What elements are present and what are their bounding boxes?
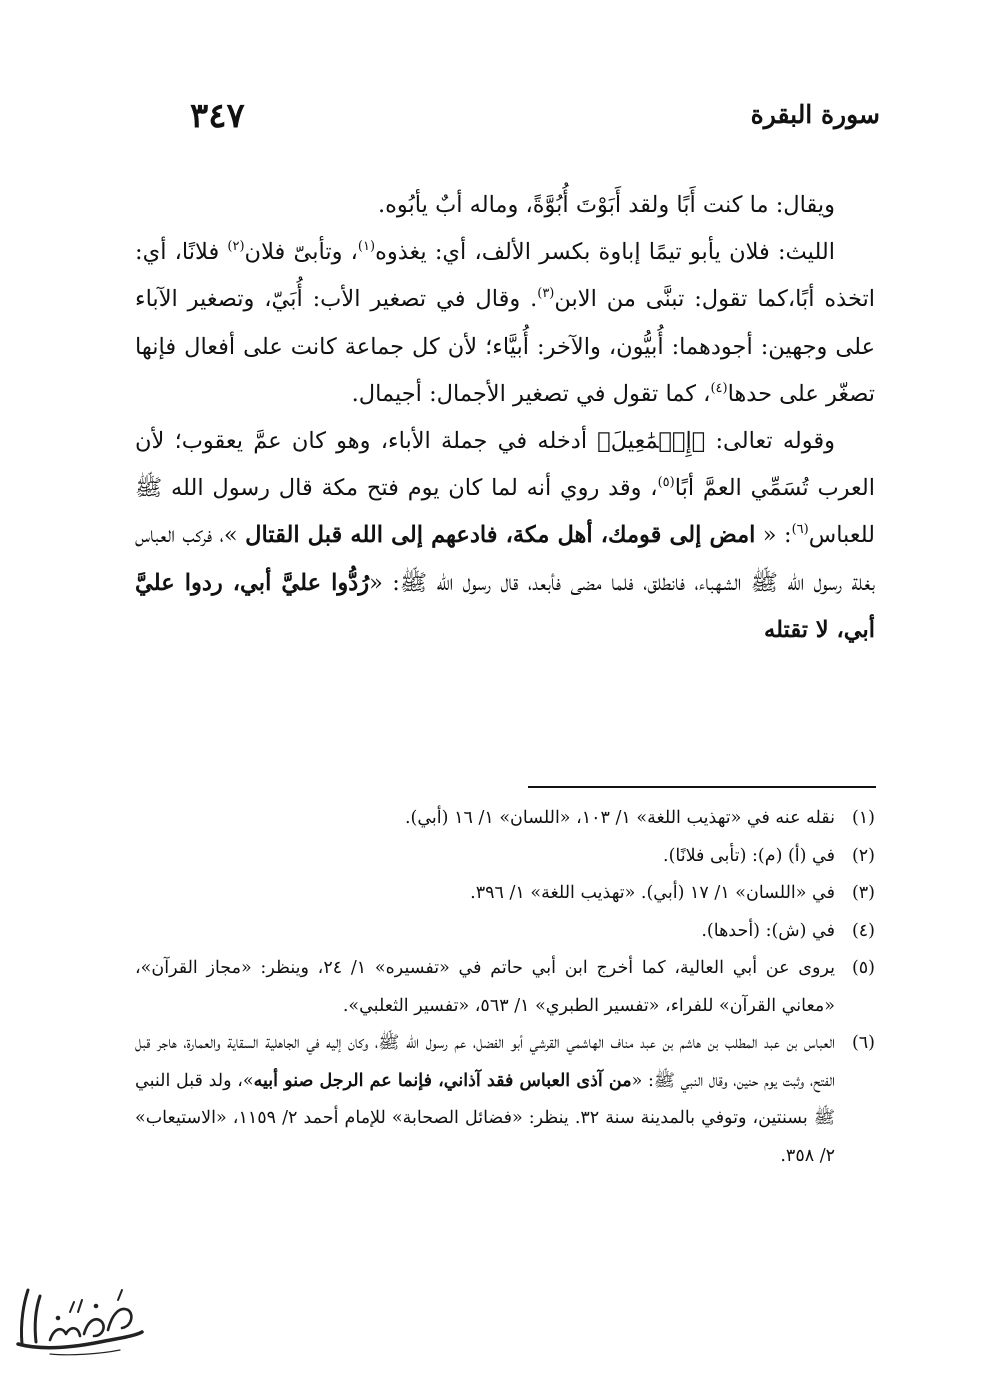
footnote-text: العباس بن عبد المطلب بن هاشم بن عبد مناف الهاشمي القرشي أبو الفضل، عم رسول الله ﷺ، وكان إليه في الجاهلية السقاية والعمارة، هاجر قبل الفتح، وثبت يوم حنين، وقال النبي ﷺ: « xyxy=(135,1033,835,1091)
text-run: »، فركب العباس بغلة رسول الله ﷺ الشهباء، فانطلق، فلما مضى فأبعد، قال رسول الله ﷺ: « xyxy=(135,522,875,596)
hadith-quote: من آذى العباس فقد آذاني، فإنما عم الرجل صنو أبيه xyxy=(253,1070,632,1091)
page-header xyxy=(190,96,880,140)
text-run: الليث: فلان يأبو تيمًا إباوة بكسر الألف، أي: يغذوه xyxy=(375,239,835,266)
hadith-quote: رُدُّوا عليَّ أبي، ردوا عليَّ أبي، لا تقتله xyxy=(135,569,875,643)
footnote-6 xyxy=(135,1025,875,1175)
page-number: ٣٤٧ xyxy=(190,96,245,136)
footnote-5 xyxy=(135,950,875,1025)
paragraph-3 xyxy=(135,418,875,654)
text-run: : « xyxy=(755,522,792,549)
footnote-text: في «اللسان» ١/ ١٧ (أبي). «تهذيب اللغة» ١/ ٣٩٦. xyxy=(470,883,835,903)
footnote-text: »، ولد قبل النبي ﷺ بسنتين، وتوفي بالمدينة سنة ٣٢. ينظر: «فضائل الصحابة» للإمام أحمد ٢/ ١١٥٩، «الاستيعاب» ٢/ ٣٥٨. xyxy=(135,1070,835,1166)
footnote-2 xyxy=(135,838,875,876)
paragraph-1: ويقال: ما كنت أَبًا ولقد أَبَوْتَ أُبُوَّةً، وماله أبٌ يأبُوه. xyxy=(377,192,835,218)
footnote-separator xyxy=(528,786,876,788)
footnote-text: في (ش): (أحدها). xyxy=(701,920,835,941)
footnote-number: (٤) xyxy=(851,920,875,941)
paragraph-2 xyxy=(135,229,875,418)
text-run: فلانًا، أي: اتخذه أبًا،كما تقول: تبنَّى من الابن xyxy=(135,239,875,313)
text-run: . وقال في تصغير الأب: أُبَيّ، وتصغير الآباء على وجهين: أجودهما: أُبيُّون، والآخر: أُبيَّاء؛ لأن كل جماعة كانت على أفعال فإنها تصغّر على حدها xyxy=(135,286,875,407)
footnote-number: (١) xyxy=(851,808,875,828)
surah-title: سورة البقرة xyxy=(750,100,880,129)
footnote-1 xyxy=(135,800,875,838)
footnote-number: (٥) xyxy=(851,958,875,978)
footnote-ref: (٦) xyxy=(791,522,809,538)
footnote-ref: (١) xyxy=(357,239,376,255)
text-run: وقوله تعالى: ﴿إِسۡمَٰعِيلَ﴾ أدخله في جملة الأباء، وهو كان عمَّ يعقوب؛ لأن العرب تُسَمِّي العمَّ أبًا xyxy=(135,428,875,502)
footnote-ref: (٣) xyxy=(537,286,555,302)
footnote-text: يروى عن أبي العالية، كما أخرج ابن أبي حاتم في «تفسيره» ١/ ٢٤، وينظر: «مجاز القرآن»، «معاني القرآن» للفراء، «تفسير الطبري» ١/ ٥٦٣، «تفسير الثعلبي». xyxy=(135,958,835,1016)
text-run: ، وقد روي أنه لما كان يوم فتح مكة قال رسول الله ﷺ للعباس xyxy=(135,475,876,549)
footnotes xyxy=(135,800,875,1175)
footnote-ref: (٢) xyxy=(227,239,245,255)
text-run: ، وتأبىّ فلان xyxy=(244,239,358,266)
footnote-number: (٦) xyxy=(851,1033,875,1053)
footnote-number: (٣) xyxy=(851,883,875,903)
text-run: ، كما تقول في تصغير الأجمال: أجيمال. xyxy=(351,380,711,407)
calligraphy-logo-icon xyxy=(10,1282,150,1357)
hadith-quote: امض إلى قومك، أهل مكة، فادعهم إلى الله قبل القتال xyxy=(245,522,756,549)
main-text xyxy=(135,182,875,654)
footnote-ref: (٤) xyxy=(710,380,728,396)
footnote-4 xyxy=(135,913,875,951)
footnote-text: في (أ) (م): (تأبى فلانًا). xyxy=(663,845,835,866)
footnote-3 xyxy=(135,875,875,913)
footnote-text: نقله عنه في «تهذيب اللغة» ١/ ١٠٣، «اللسان» ١/ ١٦ (أبي). xyxy=(404,808,835,828)
footnote-ref: (٥) xyxy=(657,475,675,491)
footnote-number: (٢) xyxy=(851,845,875,866)
